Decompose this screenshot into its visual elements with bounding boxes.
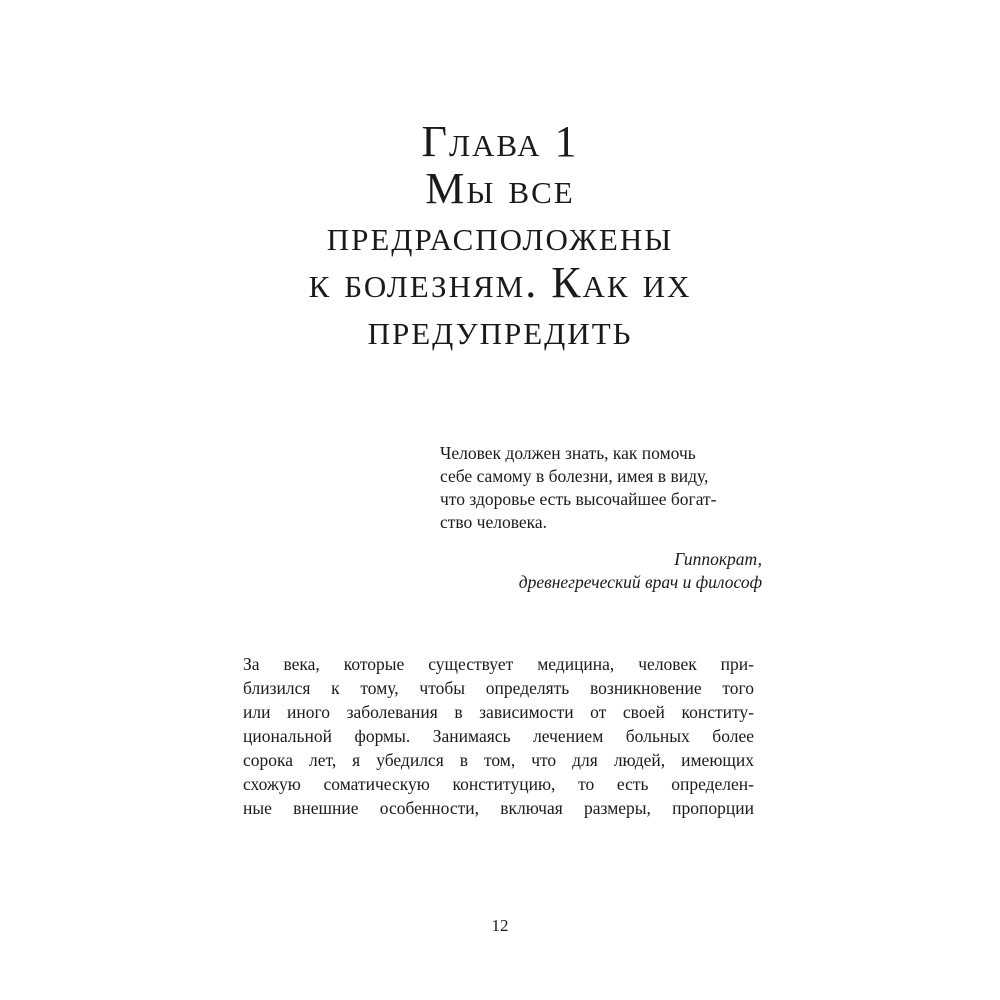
epigraph-quote [440, 442, 762, 534]
body-line: близился к тому, чтобы определять возникновение того [243, 678, 754, 698]
chapter-title-line: предрасположены [326, 211, 674, 260]
body-line: За века, которые существует медицина, человек при- [243, 654, 754, 674]
epigraph [440, 442, 762, 594]
chapter-title-line: Глава 1 [421, 117, 579, 166]
body-line: циональной формы. Занимаясь лечением больных более [243, 726, 754, 746]
epigraph-quote-line: себе самому в болезни, имея в виду, [440, 466, 709, 486]
body-line: ные внешние особенности, включая размеры, пропорции [243, 798, 754, 818]
epigraph-quote-line: что здоровье есть высочайшее богат- [440, 489, 717, 509]
epigraph-quote-line: ство человека. [440, 512, 548, 532]
page-number: 12 [491, 916, 509, 935]
epigraph-quote-line: Человек должен знать, как помочь [440, 443, 696, 463]
chapter-title-line: Мы все [425, 164, 575, 213]
chapter-title-line: предупредить [367, 305, 633, 354]
chapter-title-line: к болезням. Как их [308, 258, 692, 307]
body-line: сорока лет, я убедился в том, что для людей, имеющих [243, 750, 754, 770]
body-line: схожую соматическую конституцию, то есть определен- [243, 774, 754, 794]
epigraph-author-description: древнегреческий врач и философ [518, 572, 762, 592]
epigraph-author: Гиппократ, [674, 549, 762, 569]
chapter-title [0, 118, 1000, 353]
body-paragraph [243, 652, 754, 820]
body-line: или иного заболевания в зависимости от своей конститу- [243, 702, 754, 722]
epigraph-attribution [440, 548, 762, 594]
